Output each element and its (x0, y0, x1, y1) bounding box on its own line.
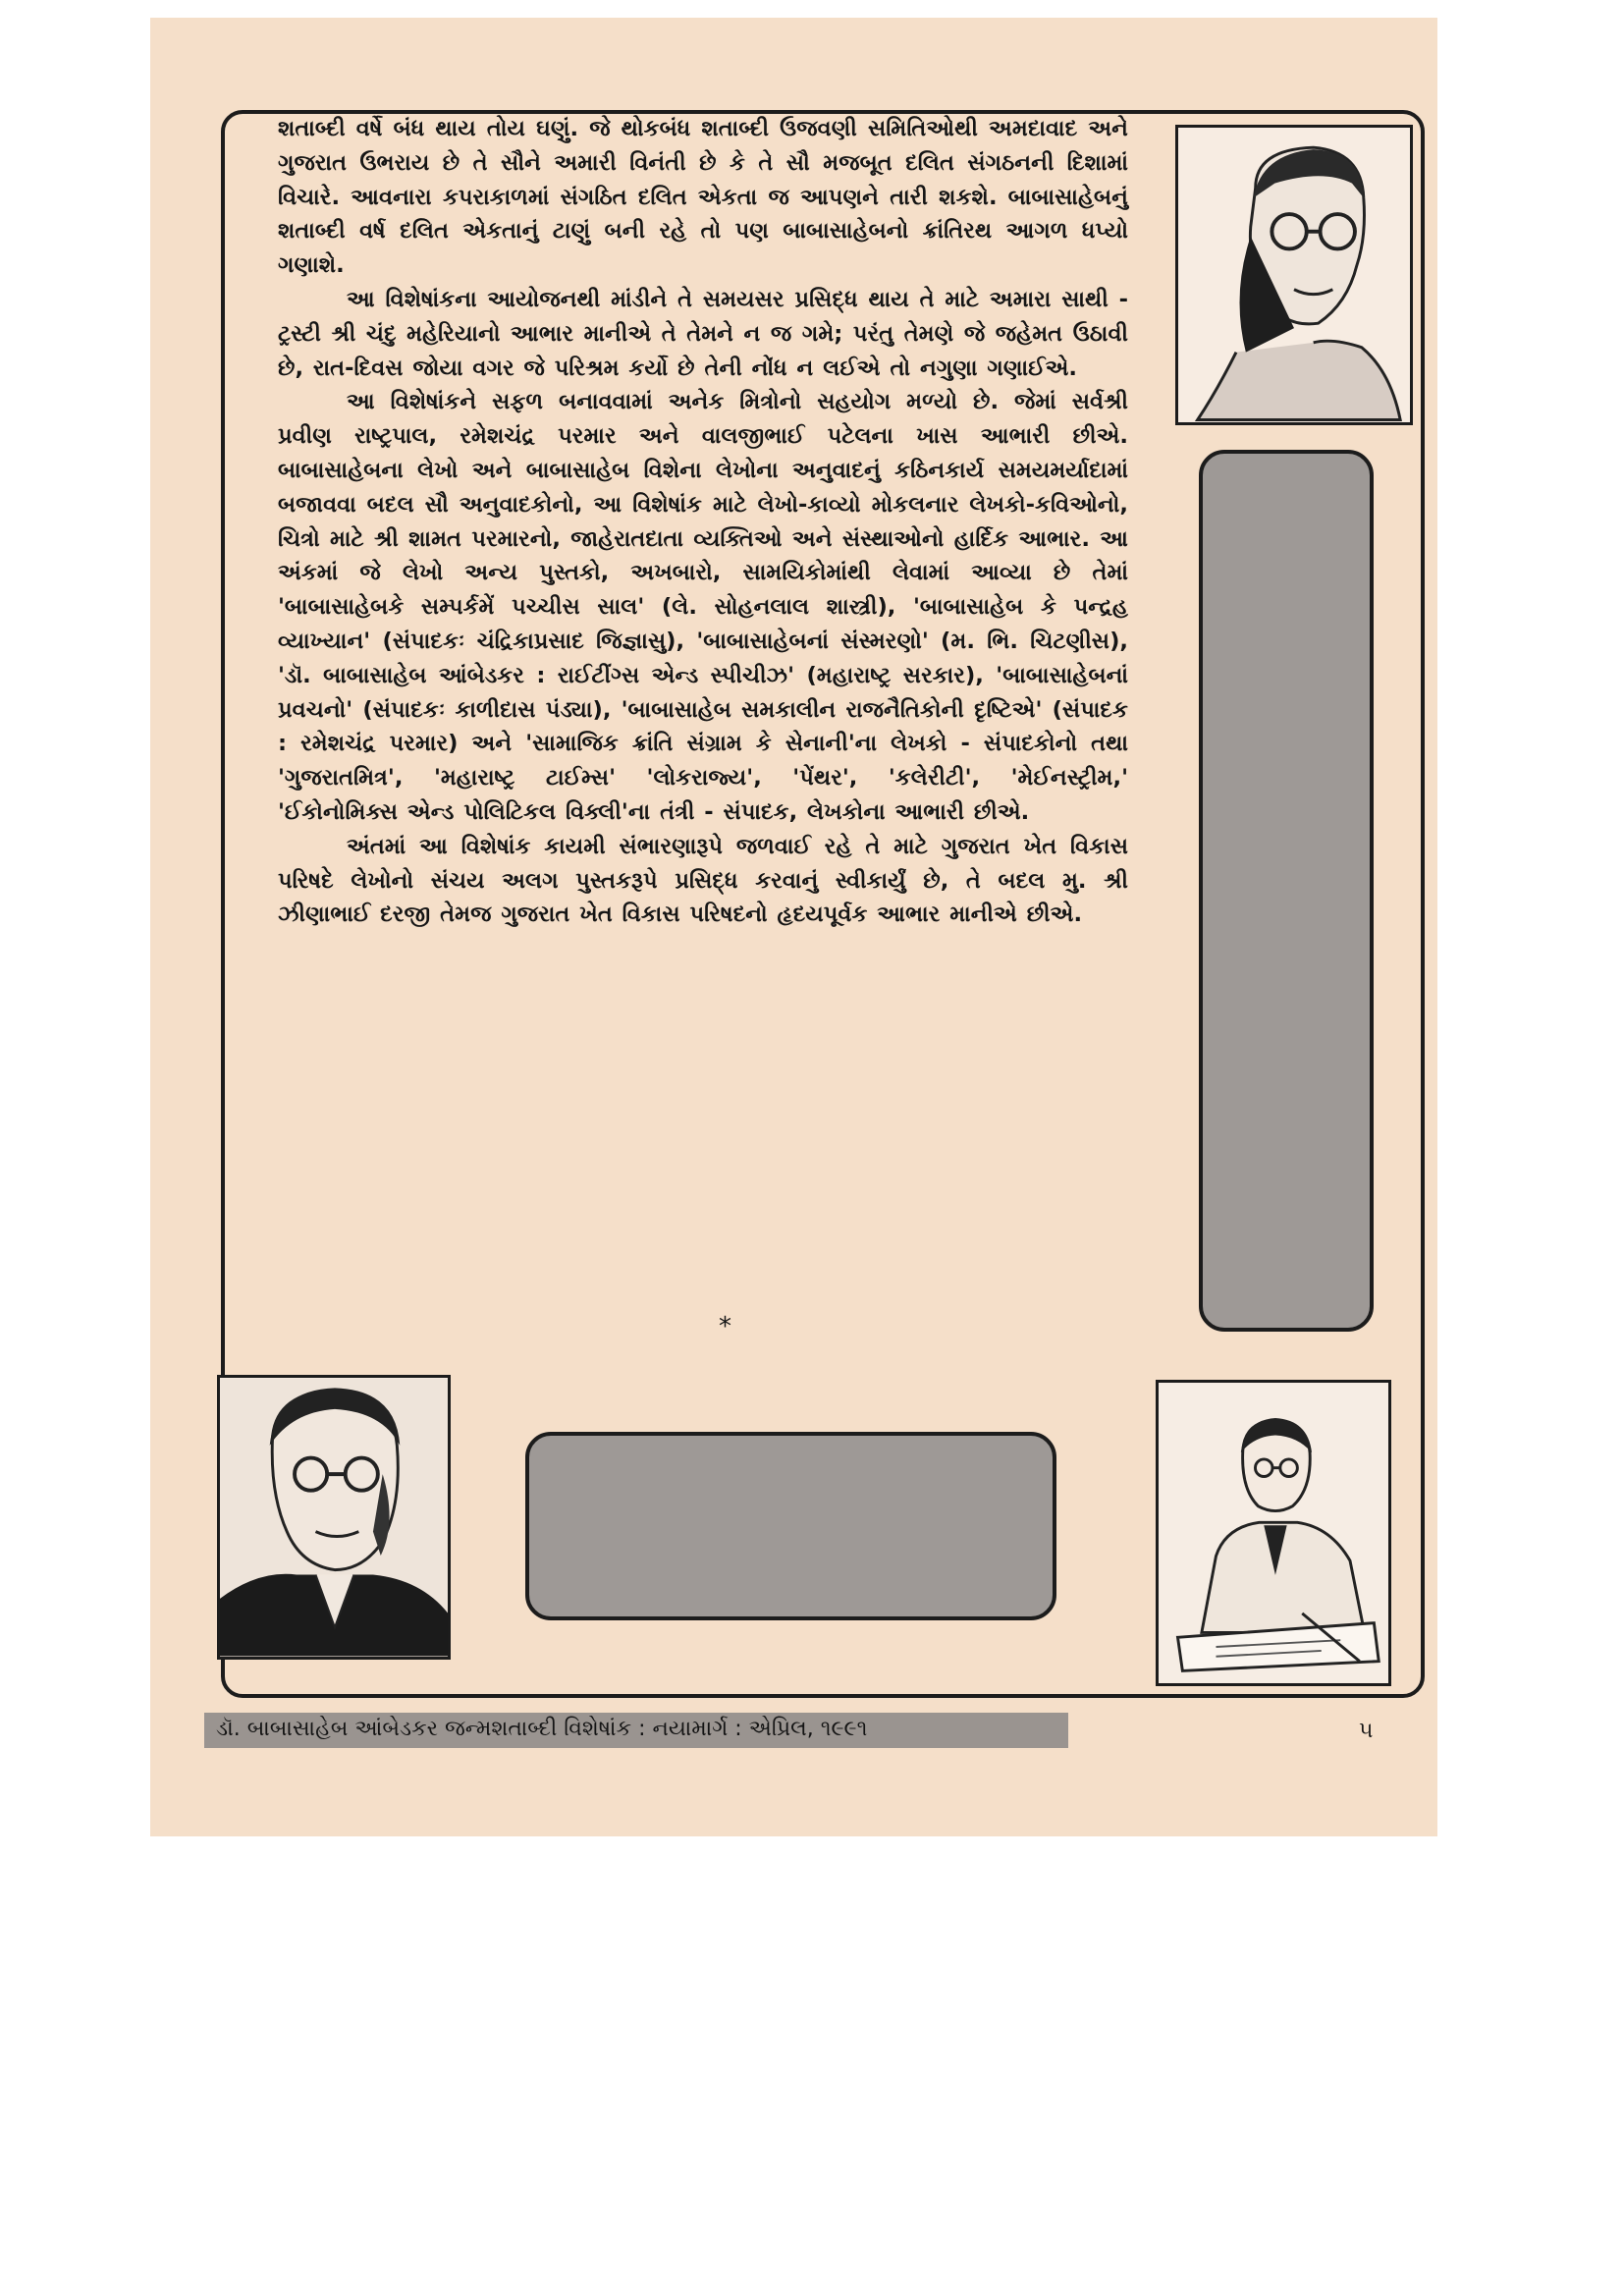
paragraph-1: શતાબ્દી વર્ષે બંધ થાય તોય ઘણું. જે થોકબંધ શતાબ્દી ઉજવણી સમિતિઓથી અમદાવાદ અને ગુજરાત ઉભરાય છે તે સૌને અમારી વિનંતી છે કે તે સૌ મજબૂત દલિત સંગઠનની દિશામાં વિચારે. આવનારા કપરાકાળમાં સંગઠિત દલિત એકતા જ આપણને તારી શકશે. બાબાસાહેબનું શતાબ્દી વર્ષ દલિત એકતાનું ટાણું બની રહે તો પણ બાબાસાહેબનો ક્રાંતિરથ આગળ ધપ્યો ગણાશે. (278, 116, 1128, 279)
image-placeholder-middle (525, 1432, 1056, 1620)
portrait-sketch-top (1178, 128, 1410, 422)
portrait-sketch-bottom-left (220, 1378, 448, 1657)
portrait-sketch-bottom-right (1159, 1383, 1388, 1683)
running-footer-title: ડૉ. બાબાસાહેબ આંબેડકર જન્મશતાબ્દી વિશેષાંક : નયામાર્ગ : એપ્રિલ, ૧૯૯૧ (216, 1717, 868, 1741)
paragraph-3: આ વિશેષાંકને સફળ બનાવવામાં અનેક મિત્રોનો સહયોગ મળ્યો છે. જેમાં સર્વશ્રી પ્રવીણ રાષ્ટ્રપાલ, રમેશચંદ્ર પરમાર અને વાલજીભાઈ પટેલના ખાસ આભારી છીએ. બાબાસાહેબના લેખો અને બાબાસાહેબ વિશેના લેખોના અનુવાદનું કઠિનકાર્ય સમયમર્યાદામાં બજાવવા બદલ સૌ અનુવાદકોનો, આ વિશેષાંક માટે લેખો-કાવ્યો મોકલનાર લેખકો-કવિઓનો, ચિત્રો માટે શ્રી શામત પરમારનો, જાહેરાતદાતા વ્યક્તિઓ અને સંસ્થાઓનો હાર્દિક આભાર. આ અંકમાં જે લેખો અન્ય પુસ્તકો, અખબારો, સામયિકોમાંથી લેવામાં આવ્યા છે તેમાં 'બાબાસાહેબકે સમ્પર્કમેં પચ્ચીસ સાલ' (લે. સોહનલાલ શાસ્ત્રી), 'બાબાસાહેબ કે પન્દ્રહ વ્યાખ્યાન' (સંપાદકઃ ચંદ્રિકાપ્રસાદ જિજ્ઞાસુ), 'બાબાસાહેબનાં સંસ્મરણો' (મ. ભિ. ચિટણીસ), 'ડૉ. બાબાસાહેબ આંબેડકર : રાઈટીંગ્સ એન્ડ સ્પીચીઝ' (મહારાષ્ટ્ર સરકાર), 'બાબાસાહેબનાં પ્રવચનો' (સંપાદકઃ કાળીદાસ પંડ્યા), 'બાબાસાહેબ સમકાલીન રાજનૈતિકોની દૃષ્ટિએ' (સંપાદક : રમેશચંદ્ર પરમાર) અને 'સામાજિક ક્રાંતિ સંગ્રામ કે સેનાની'ના લેખકો - સંપાદકોનો તથા 'ગુજરાતમિત્ર', 'મહારાષ્ટ્ર ટાઈમ્સ' 'લોકરાજ્ય', 'પેંથર', 'કલેરીટી', 'મેઈનસ્ટ્રીમ,' 'ઈકોનોમિક્સ એન્ડ પોલિટિકલ વિક્લી'ના તંત્રી - સંપાદક, લેખકોના આભારી છીએ. (278, 389, 1128, 825)
paragraph-4: અંતમાં આ વિશેષાંક કાયમી સંભારણારૂપે જળવાઈ રહે તે માટે ગુજરાત ખેત વિકાસ પરિષદે લેખોનો સંચય અલગ પુસ્તકરૂપે પ્રસિદ્ધ કરવાનું સ્વીકાર્યું છે, તે બદલ મુ. શ્રી ઝીણાભાઈ દરજી તેમજ ગુજરાત ખેત વિકાસ પરિષદનો હૃદયપૂર્વક આભાર માનીએ છીએ. (278, 833, 1128, 928)
article-body (278, 112, 1128, 932)
portrait-illustration-top (1175, 125, 1413, 425)
paragraph-2: આ વિશેષાંકના આયોજનથી માંડીને તે સમયસર પ્રસિદ્ધ થાય તે માટે અમારા સાથી - ટ્રસ્ટી શ્રી ચંદુ મહેરિયાનો આભાર માનીએ તે તેમને ન જ ગમે; પરંતુ તેમણે જે જહેમત ઉઠાવી છે, રાત-દિવસ જોયા વગર જે પરિશ્રમ કર્યો છે તેની નોંધ ન લઈએ તો નગુણા ગણાઈએ. (278, 286, 1128, 381)
section-separator: * (719, 1312, 731, 1341)
portrait-illustration-bottom-right (1156, 1380, 1391, 1686)
portrait-illustration-bottom-left (217, 1375, 451, 1660)
image-placeholder-right (1199, 450, 1374, 1332)
page-number: ૫ (1359, 1719, 1374, 1743)
